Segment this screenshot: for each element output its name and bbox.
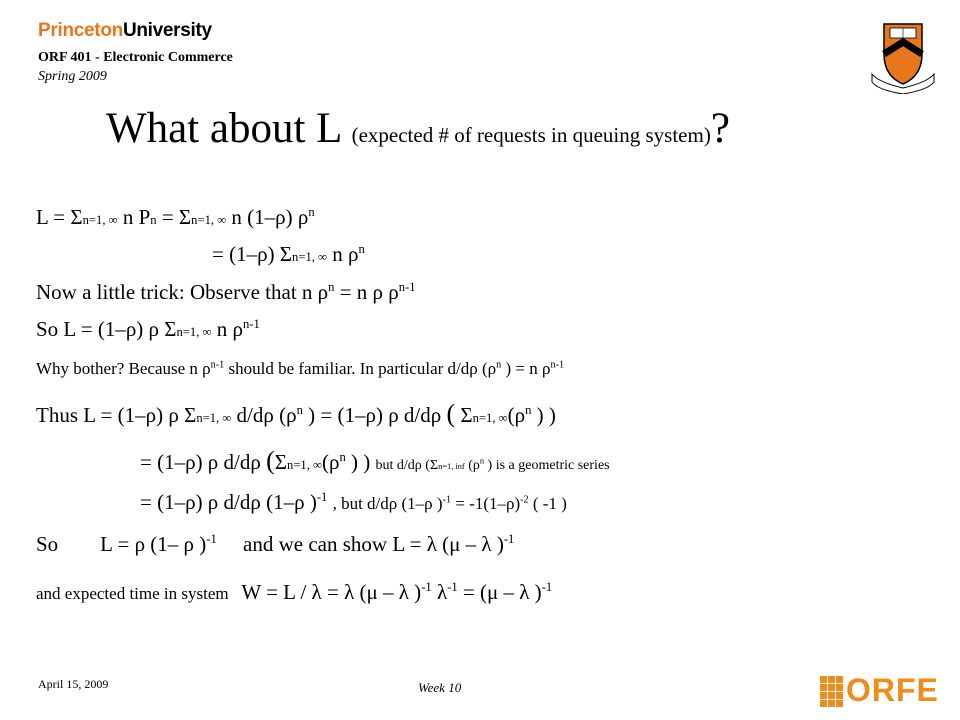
equation-line-5: Why bother? Because n $\rho^{n-1}$ should be familiar. In particular d/dρ ($\rho^n$ ) = n $\rho^{n-1}$ bbox=[36, 359, 565, 378]
title-subtext: (expected # of requests in queuing system) bbox=[351, 123, 711, 147]
footer-week: Week 10 bbox=[418, 680, 462, 695]
equation-line-7: = (1–ρ) ρ d/dρ (Σn=1, $\infty(\rho^n$ ) ) but d/dρ (Σn=1, inf ($\rho^n$ ) is a geometric series bbox=[140, 446, 610, 475]
equation-line-6: Thus L = (1–ρ) ρ Σn=1, ∞ d/dρ ($\rho^n$ ) = (1–ρ) ρ d/dρ ( Σn=1, $\infty(\rho^n$ ) ) bbox=[36, 399, 556, 428]
equation-line-2: = (1–ρ) Σn=1, ∞ n $\rho^n$ bbox=[212, 242, 365, 266]
princeton-shield-icon bbox=[868, 18, 938, 94]
equation-line-1: L = Σn=1, ∞ n Pn = Σn=1, ∞ n (1–ρ) $\rho^n$ bbox=[36, 205, 315, 229]
university-name-princeton: Princeton bbox=[38, 20, 123, 41]
footer-date: April 15, 2009 bbox=[38, 677, 109, 691]
equation-line-4: So L = (1–ρ) ρ Σn=1, ∞ n $\rho^{n-1}$ bbox=[36, 317, 260, 341]
equation-line-9: So L = ρ (1– ρ )$^{-1}$ and we can show L = λ (μ – λ )$^{-1}$ bbox=[36, 532, 515, 556]
title-question-mark: ? bbox=[710, 105, 730, 152]
course-name: ORF 401 - Electronic Commerce bbox=[38, 50, 233, 65]
orfe-logo-text: ORFE bbox=[846, 672, 939, 708]
slide-title bbox=[106, 104, 730, 153]
course-term: Spring 2009 bbox=[38, 69, 107, 84]
equation-line-10: and expected time in system W = L / λ = λ (μ – λ )$^{-1}$ $\lambda^{-1} = (\mu - \lambda$ )$^{-1}$ bbox=[36, 580, 553, 604]
university-logo-text bbox=[38, 20, 212, 42]
orfe-logo-icon bbox=[820, 672, 940, 708]
equation-line-8: = (1–ρ) ρ d/dρ (1–ρ )$^{-1}$ , but d/dρ (1–ρ )$^{-1} = -1(1-\rho)^{-2}$ ( -1 ) bbox=[140, 490, 567, 514]
equation-line-3: Now a little trick: Observe that n $\rho^n = n$ ρ $\rho^{n-1}$ bbox=[36, 280, 416, 304]
university-name-university: University bbox=[122, 20, 212, 41]
title-main: What about L bbox=[106, 105, 341, 152]
